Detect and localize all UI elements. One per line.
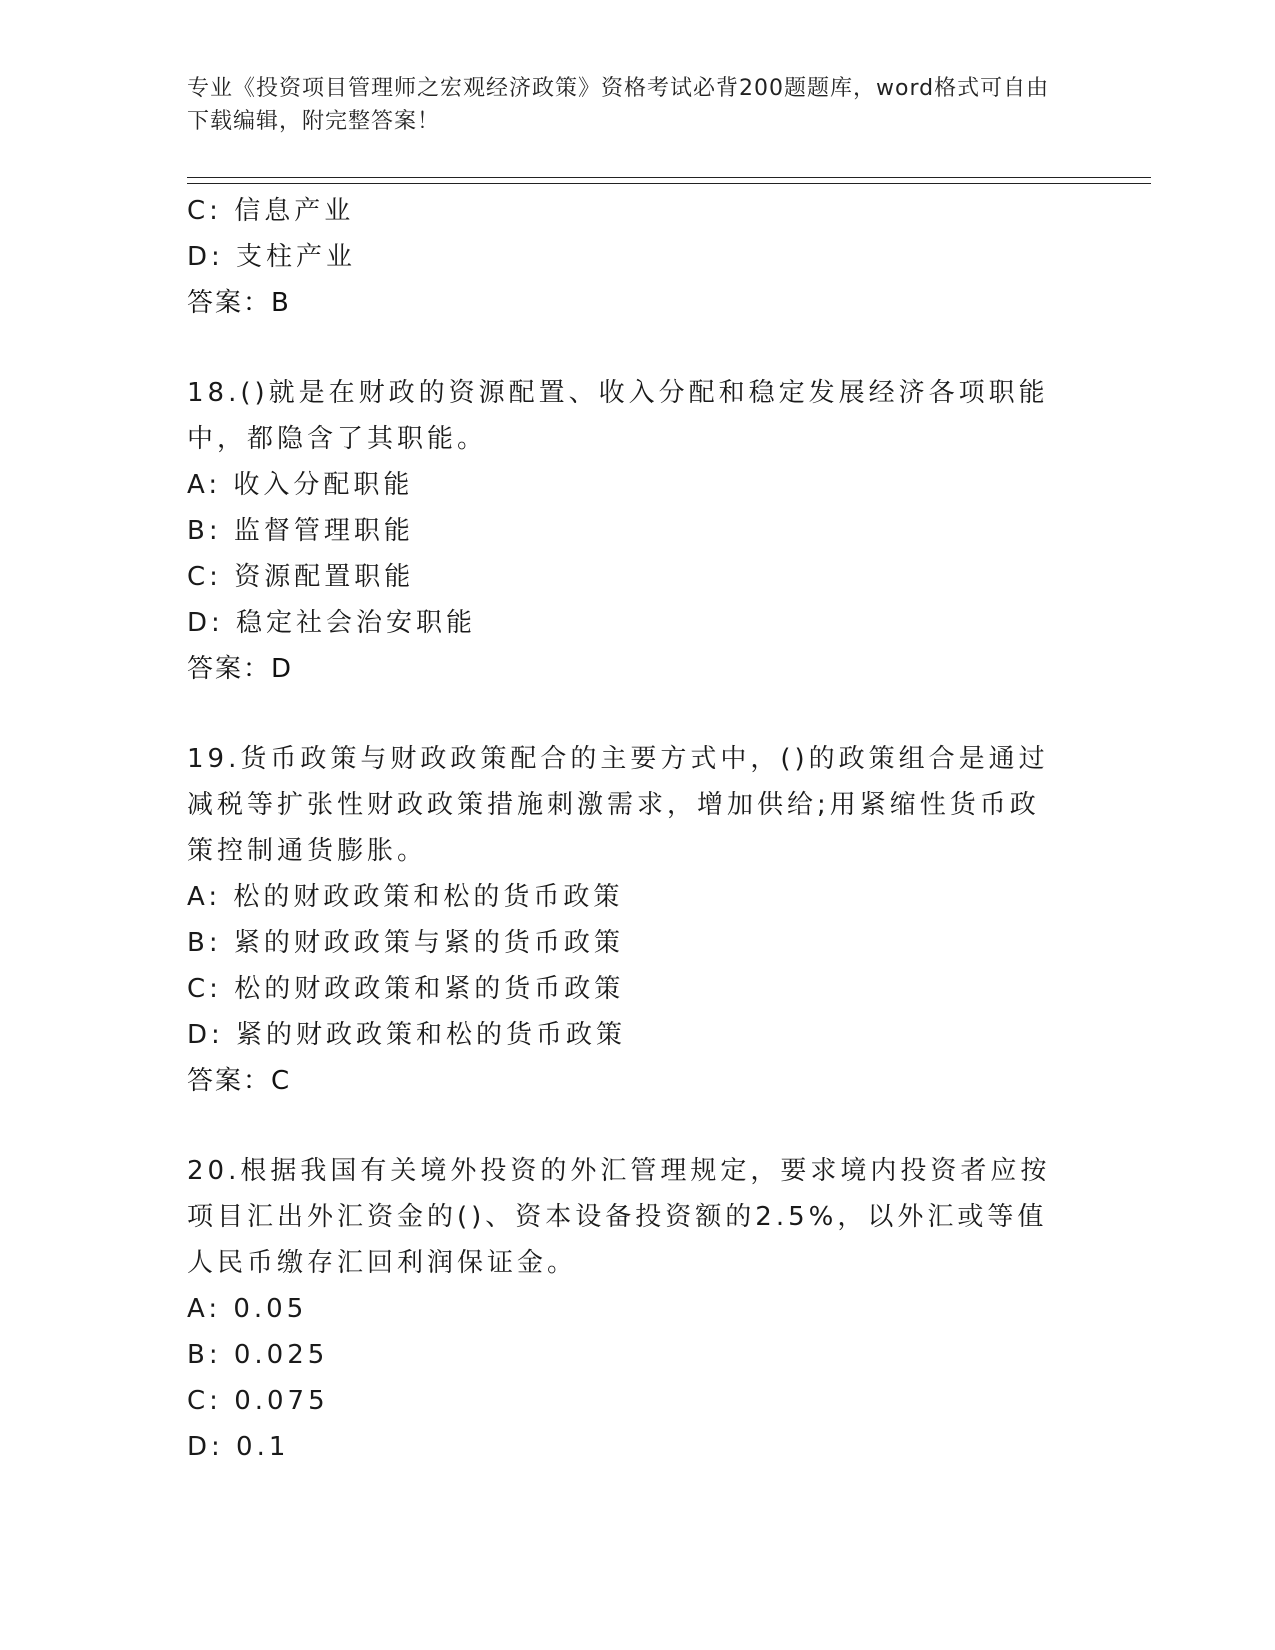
option-d: D: 稳定社会治安职能 xyxy=(187,608,477,638)
spacer xyxy=(187,692,1087,736)
question-17-fragment xyxy=(187,188,1087,326)
option-c: C: 信息产业 xyxy=(187,196,355,226)
question-18 xyxy=(187,370,1087,692)
option-d: D: 支柱产业 xyxy=(187,242,357,272)
option-d: D: 紧的财政政策和松的货币政策 xyxy=(187,1020,627,1050)
option-a: A: 松的财政政策和松的货币政策 xyxy=(187,882,624,912)
option-b: B: 紧的财政政策与紧的货币政策 xyxy=(187,928,624,958)
header-double-rule xyxy=(187,177,1151,184)
answer-line: 答案：B xyxy=(187,288,291,318)
question-text: 20.根据我国有关境外投资的外汇管理规定，要求境内投资者应按项目汇出外汇资金的()、资本设备投资额的2.5%，以外汇或等值人民币缴存汇回利润保证金。 xyxy=(187,1156,1051,1278)
document-body xyxy=(187,188,1087,1470)
page-header-text: 专业《投资项目管理师之宏观经济政策》资格考试必背200题题库，word格式可自由下载编辑，附完整答案！ xyxy=(187,76,1050,134)
answer-line: 答案：D xyxy=(187,654,294,684)
option-c: C: 资源配置职能 xyxy=(187,562,415,592)
spacer xyxy=(187,1104,1087,1148)
question-20 xyxy=(187,1148,1087,1470)
question-text: 19.货币政策与财政政策配合的主要方式中，()的政策组合是通过减税等扩张性财政政策措施刺激需求，增加供给;用紧缩性货币政策控制通货膨胀。 xyxy=(187,744,1049,866)
option-d: D: 0.1 xyxy=(187,1432,290,1462)
answer-line: 答案：C xyxy=(187,1066,292,1096)
spacer xyxy=(187,326,1087,370)
option-b: B: 监督管理职能 xyxy=(187,516,414,546)
question-19 xyxy=(187,736,1087,1104)
option-a: A: 收入分配职能 xyxy=(187,470,414,500)
question-text: 18.()就是在财政的资源配置、收入分配和稳定发展经济各项职能中，都隐含了其职能。 xyxy=(187,378,1049,454)
option-a: A: 0.05 xyxy=(187,1294,308,1324)
option-b: B: 0.025 xyxy=(187,1340,329,1370)
option-c: C: 松的财政政策和紧的货币政策 xyxy=(187,974,625,1004)
option-c: C: 0.075 xyxy=(187,1386,329,1416)
